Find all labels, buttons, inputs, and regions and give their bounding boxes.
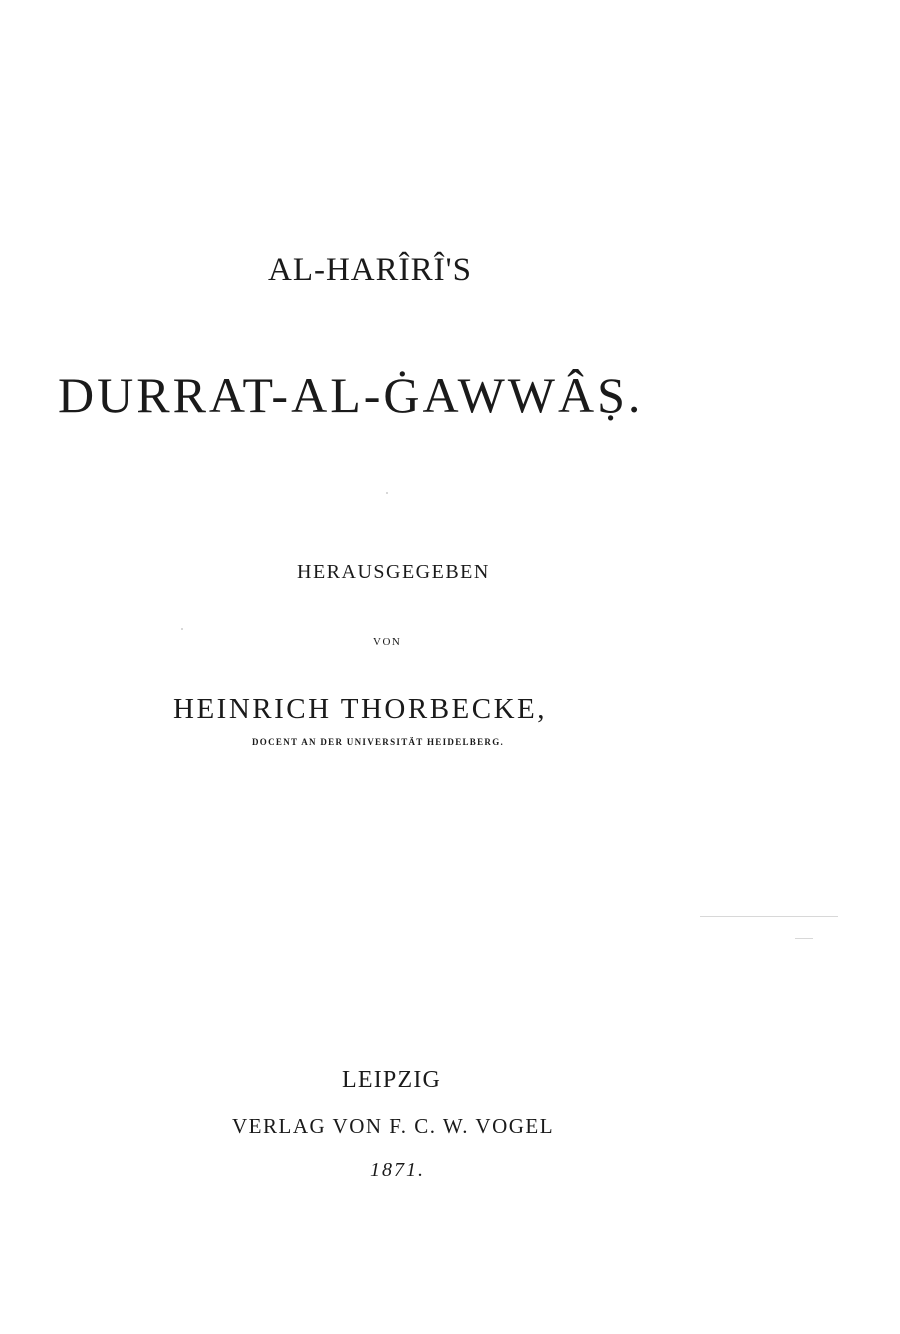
edited-label: HERAUSGEGEBEN xyxy=(297,561,490,583)
author-heading: AL-HARÎRÎ'S xyxy=(268,252,472,288)
work-title: DURRAT-AL-ĠAWWÂṢ. xyxy=(58,367,644,423)
paper-speck xyxy=(700,916,838,917)
paper-speck xyxy=(795,938,813,939)
publication-place: LEIPZIG xyxy=(342,1067,442,1093)
paper-speck xyxy=(181,628,183,630)
editor-name: HEINRICH THORBECKE, xyxy=(173,693,548,725)
paper-speck xyxy=(386,492,388,494)
editor-affiliation: DOCENT AN DER UNIVERSITÄT HEIDELBERG. xyxy=(252,737,505,747)
publication-year: 1871. xyxy=(370,1159,425,1181)
publisher-line: VERLAG VON F. C. W. VOGEL xyxy=(232,1114,555,1138)
by-label: VON xyxy=(373,636,402,648)
